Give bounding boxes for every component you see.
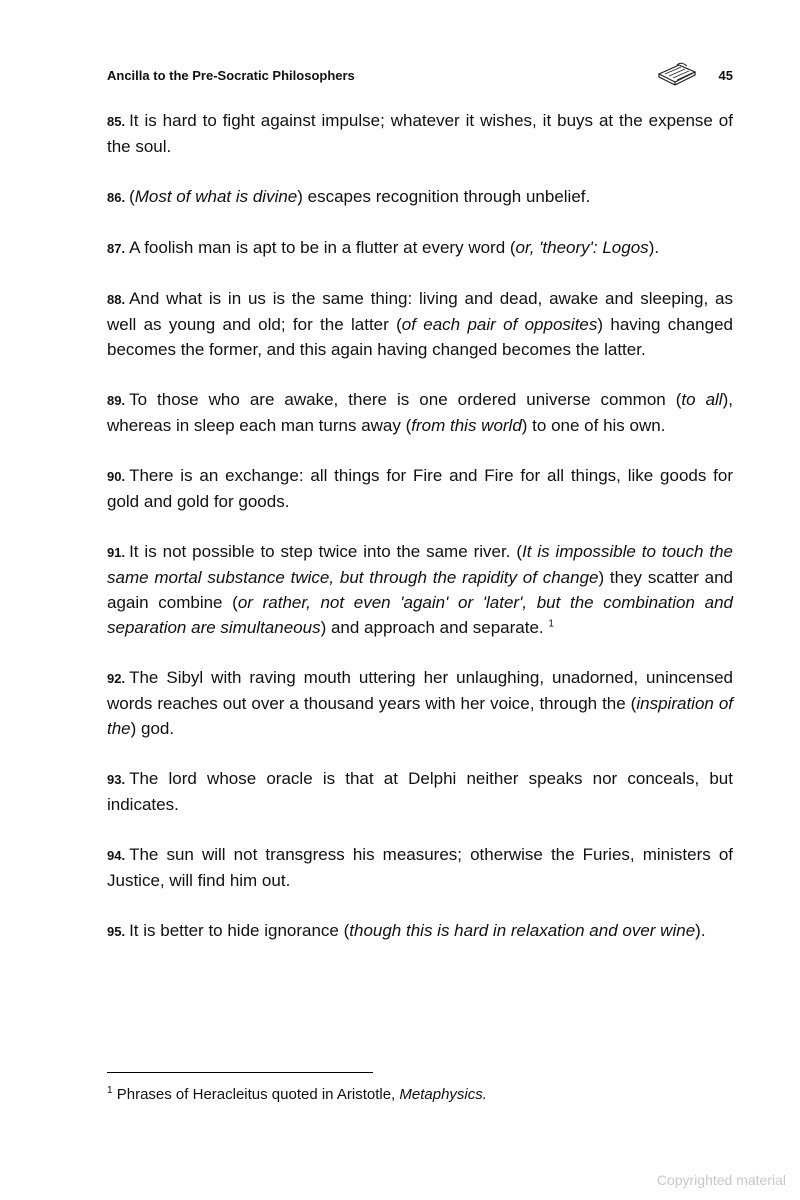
fragment-number: 88. <box>107 292 126 307</box>
fragment-text: ) god. <box>130 719 175 738</box>
fragment-text: ) having changed becomes the former, and this again having changed becomes the latter. <box>107 315 734 359</box>
fragment-text: ) and approach and separate. <box>320 618 549 637</box>
fragment-number: 86. <box>107 190 126 205</box>
fragment-paragraph <box>107 235 733 261</box>
fragment-text: ) escapes recognition through unbelief. <box>297 187 591 206</box>
fragment-italic-gloss: from this world <box>411 416 522 435</box>
fragment-text: ). <box>648 238 660 257</box>
fragment-number: 95. <box>107 924 126 939</box>
fragment-italic-gloss: It is impossible to touch the same mortal substance twice, but through the rapidity of change <box>107 542 733 587</box>
fragment-text: There is an exchange: all things for Fire and Fire for all things, like goods for gold and gold for goods. <box>107 466 733 511</box>
fragment-paragraph <box>107 463 733 514</box>
fragment-number: 92. <box>107 671 126 686</box>
fragment-text: ). <box>695 921 706 940</box>
fragment-italic-gloss: of each pair of opposites <box>401 315 598 334</box>
fragment-text: And what is in us is the same thing: living and dead, awake and sleeping, as well as young and old; for the latter ( <box>107 289 733 334</box>
footnote-text: Phrases of Heracleitus quoted in Aristotle, <box>116 1086 400 1103</box>
fragment-text: The Sibyl with raving mouth uttering her unlaughing, unadorned, unincensed words reaches out over a thousand years with her voice, through the ( <box>107 668 733 713</box>
fragment-text: It is better to hide ignorance ( <box>129 921 350 940</box>
fragment-paragraph <box>107 286 733 362</box>
fragment-text: ), whereas in sleep each man turns away ( <box>107 390 733 435</box>
fragment-paragraph <box>107 842 733 893</box>
fragment-number: 87. <box>107 241 126 256</box>
fragment-paragraph <box>107 766 733 817</box>
fragment-italic-gloss: though this is hard in relaxation and over wine <box>349 921 696 940</box>
fragment-number: 89. <box>107 393 126 408</box>
fragment-number: 90. <box>107 469 126 484</box>
page-header <box>107 66 733 88</box>
fragment-text: The sun will not transgress his measures; otherwise the Furies, ministers of Justice, will find him out. <box>107 845 733 890</box>
fragment-text: ) to one of his own. <box>521 416 666 435</box>
fragment-text: The lord whose oracle is that at Delphi neither speaks nor conceals, but indicates. <box>107 769 733 814</box>
fragment-number: 85. <box>107 114 126 129</box>
fragment-paragraph <box>107 184 733 210</box>
footnote <box>107 1084 487 1106</box>
fragment-number: 93. <box>107 772 126 787</box>
fragment-text: ( <box>129 187 135 206</box>
fragment-paragraph <box>107 539 733 640</box>
fragment-italic-gloss: Most of what is divine <box>134 187 298 206</box>
fragment-text: It is hard to fight against impulse; whatever it wishes, it buys at the expense of the soul. <box>107 111 733 156</box>
open-book-icon <box>657 62 697 86</box>
fragment-text: A foolish man is apt to be in a flutter at every word ( <box>129 238 516 257</box>
page-number: 45 <box>718 68 733 83</box>
fragment-text: ) they scatter and again combine ( <box>107 568 734 612</box>
fragment-number: 91. <box>107 545 126 560</box>
fragment-text: To those who are awake, there is one ordered universe common ( <box>129 390 682 409</box>
fragment-paragraph <box>107 665 733 741</box>
copyright-watermark: Copyrighted material <box>656 1172 786 1188</box>
footnote-divider <box>107 1072 373 1073</box>
fragment-italic-gloss: or, 'theory': Logos <box>515 238 649 257</box>
fragment-paragraph <box>107 918 733 944</box>
footnote-italic-title: Metaphysics. <box>399 1086 487 1103</box>
fragment-italic-gloss: to all <box>681 390 723 409</box>
footnote-marker: 1 <box>107 1085 113 1096</box>
fragment-number: 94. <box>107 848 126 863</box>
fragment-paragraph <box>107 108 733 159</box>
fragment-italic-gloss: or rather, not even 'again' or 'later', but the combination and separation are simultaneous <box>107 593 733 637</box>
fragment-paragraph <box>107 387 733 438</box>
footnote-reference: 1 <box>548 618 554 630</box>
fragments-body <box>107 108 733 969</box>
running-title: Ancilla to the Pre-Socratic Philosophers <box>107 68 355 83</box>
fragment-text: It is not possible to step twice into the same river. ( <box>129 542 522 561</box>
fragment-italic-gloss: inspiration of the <box>107 694 733 738</box>
